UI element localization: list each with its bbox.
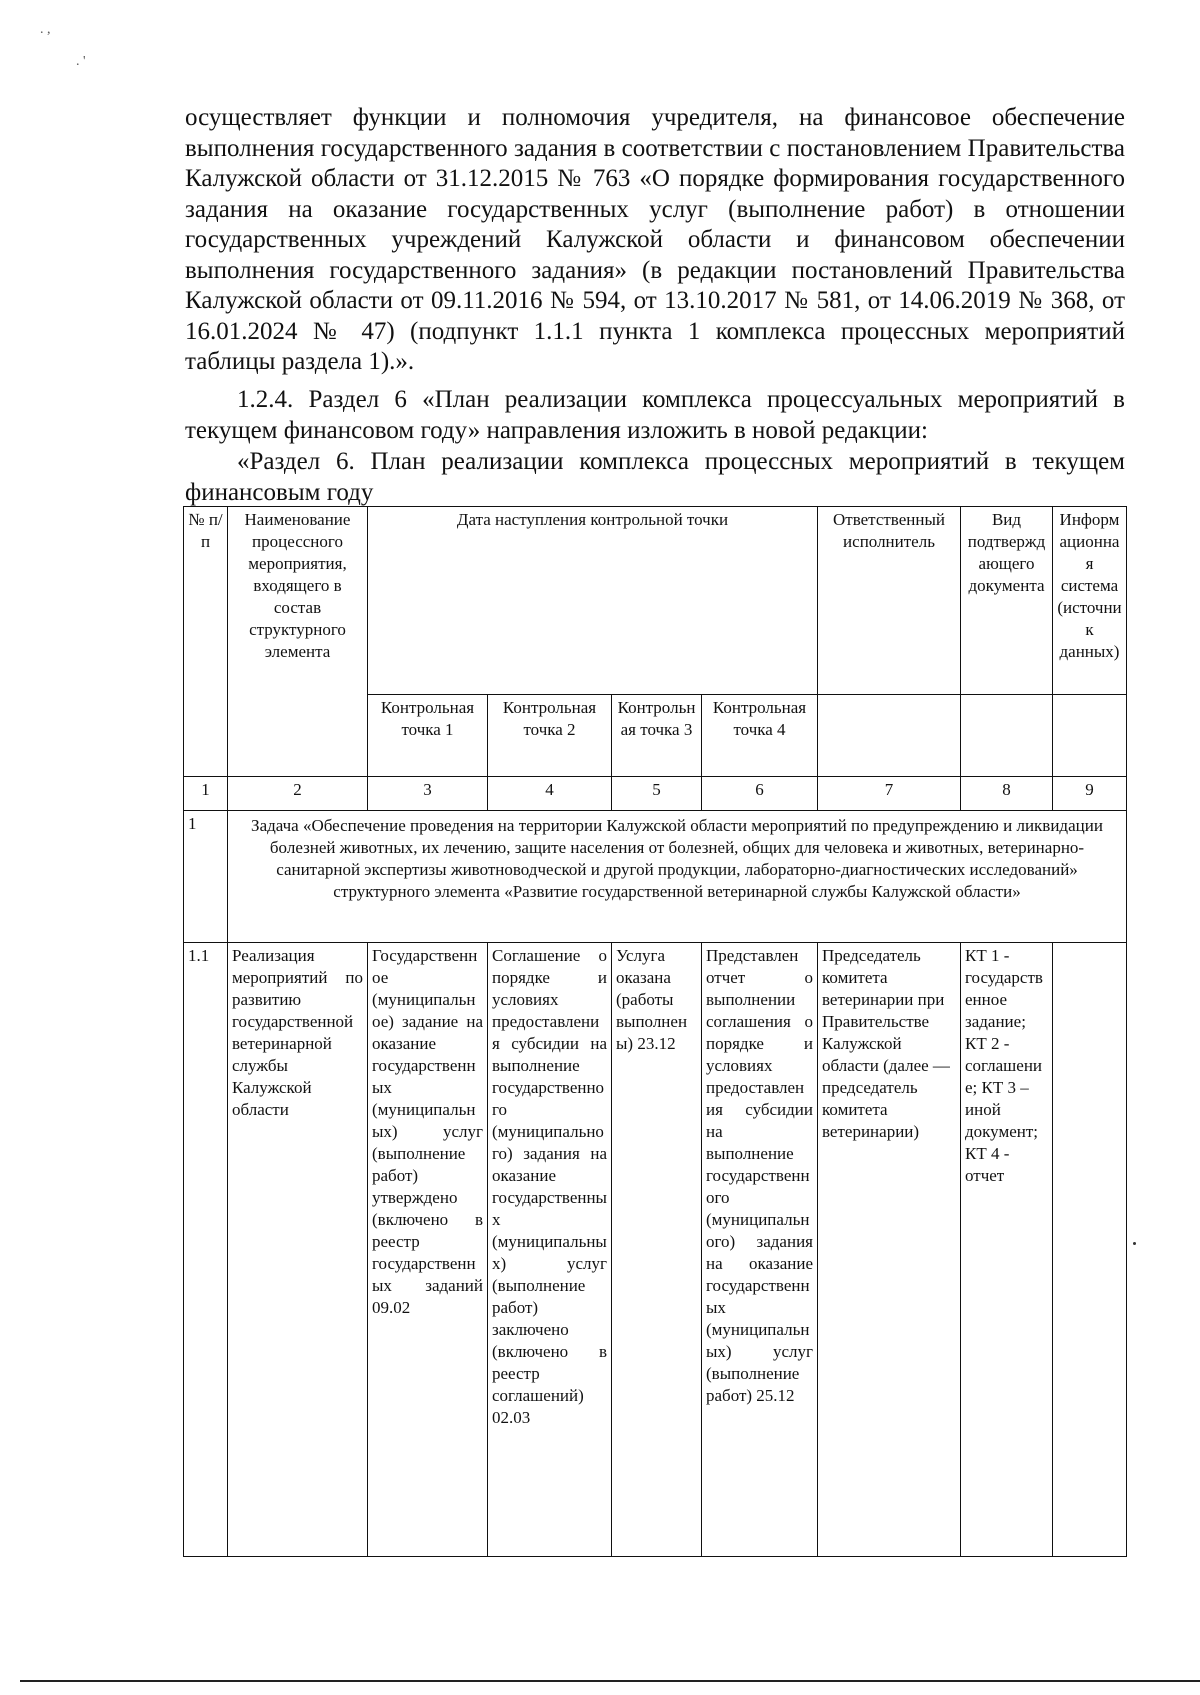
header-doc-type: Вид подтверждающего документа bbox=[961, 507, 1053, 695]
header-num: № п/п bbox=[184, 507, 228, 777]
scan-dot bbox=[1133, 1242, 1136, 1245]
column-number: 3 bbox=[368, 777, 488, 811]
column-number: 8 bbox=[961, 777, 1053, 811]
header-kt3: Контрольная точка 3 bbox=[612, 695, 702, 777]
row-kt2: Соглашение о порядке и условиях предоставления субсидии на выполнение государственного (муниципального) задания на оказание государственных (муниципальных) услуг (выполнение работ) заключено (включено в реестр соглашений) 02.03 bbox=[488, 943, 612, 1557]
row-kt3: Услуга оказана (работы выполнены) 23.12 bbox=[612, 943, 702, 1557]
header-empty bbox=[1053, 695, 1127, 777]
header-empty bbox=[961, 695, 1053, 777]
header-kt4: Контрольная точка 4 bbox=[702, 695, 818, 777]
paragraph-1-2-4: 1.2.4. Раздел 6 «План реализации комплекса процессуальных мероприятий в текущем финансовом году» направления изложить в новой редакции: bbox=[185, 386, 1125, 444]
header-info-system: Информационная система (источник данных) bbox=[1053, 507, 1127, 695]
paragraph-section-6-title: «Раздел 6. План реализации комплекса процессных мероприятий в текущем финансовым году bbox=[185, 448, 1125, 506]
column-number: 7 bbox=[818, 777, 961, 811]
row-doc-type: КТ 1 - государственное задание; КТ 2 - соглашение; КТ 3 – иной документ; КТ 4 - отчет bbox=[961, 943, 1053, 1557]
column-number: 1 bbox=[184, 777, 228, 811]
paragraph-continuation: осуществляет функции и полномочия учредителя, на финансовое обеспечение выполнения государственного задания в соответствии с постановлением Правительства Калужской области от 31.12.2015 № 763 «О порядке формирования государственного задания на оказание государственных услуг (выполнение работ) в отношении государственных учреждений Калужской области и финансовом обеспечении выполнения государственного задания» (в редакции постановлений Правительства Калужской области от 09.11.2016 № 594, от 13.10.2017 № 581, от 14.06.2019 № 368, от 16.01.2024 № 47) (подпункт 1.1.1 пункта 1 комплекса процессных мероприятий таблицы раздела 1).». bbox=[185, 104, 1125, 375]
header-name: Наименование процессного мероприятия, входящего в состав структурного элемента bbox=[228, 507, 368, 777]
bottom-rule bbox=[20, 1680, 1200, 1682]
header-empty bbox=[818, 695, 961, 777]
row-responsible: Председатель комитета ветеринарии при Правительстве Калужской области (далее — председатель комитета ветеринарии) bbox=[818, 943, 961, 1557]
plan-table bbox=[183, 506, 1127, 1557]
header-kt2: Контрольная точка 2 bbox=[488, 695, 612, 777]
row-kt4: Представлен отчет о выполнении соглашения о порядке и условиях предоставления субсидии на выполнение государственного (муниципального) задания на оказание государственных (муниципальных) услуг (выполнение работ) 25.12 bbox=[702, 943, 818, 1557]
column-number: 5 bbox=[612, 777, 702, 811]
header-date: Дата наступления контрольной точки bbox=[368, 507, 818, 695]
task-text: Задача «Обеспечение проведения на территории Калужской области мероприятий по предупреждению и ликвидации болезней животных, их лечению, защите населения от болезней, общих для человека и животных, ветеринарно-санитарной экспертизы животноводческой и другой продукции, лабораторно-диагностических исследований» структурного элемента «Развитие государственной ветеринарной службы Калужской области» bbox=[228, 811, 1127, 943]
column-number: 4 bbox=[488, 777, 612, 811]
header-kt1: Контрольная точка 1 bbox=[368, 695, 488, 777]
column-number: 6 bbox=[702, 777, 818, 811]
header-responsible: Ответственный исполнитель bbox=[818, 507, 961, 695]
column-number: 9 bbox=[1053, 777, 1127, 811]
row-name: Реализация мероприятий по развитию государственной ветеринарной службы Калужской области bbox=[228, 943, 368, 1557]
row-info-system bbox=[1053, 943, 1127, 1557]
scan-mark: . ' bbox=[76, 54, 86, 69]
scan-mark: . , bbox=[40, 22, 51, 37]
row-kt1: Государственное (муниципальное) задание на оказание государственных (муниципальных) услуг (выполнение работ) утверждено (включено в реестр государственных заданий 09.02 bbox=[368, 943, 488, 1557]
column-number: 2 bbox=[228, 777, 368, 811]
task-num: 1 bbox=[184, 811, 228, 943]
row-num: 1.1 bbox=[184, 943, 228, 1557]
